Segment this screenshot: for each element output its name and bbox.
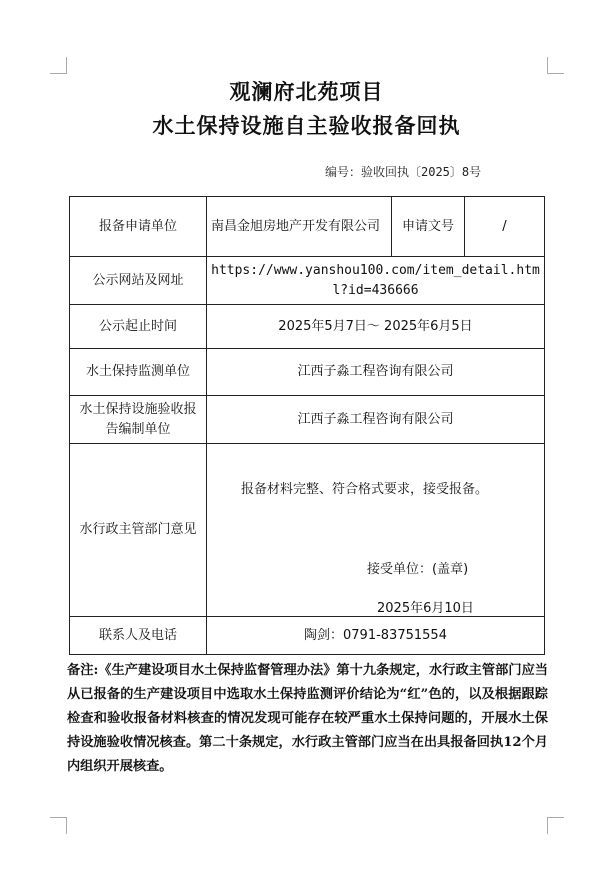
crop-mark-top-left xyxy=(50,57,67,74)
table-row xyxy=(70,349,545,396)
contact-label: 联系人及电话 xyxy=(70,617,207,655)
report-compiler-label: 水土保持设施验收报告编制单位 xyxy=(70,396,207,444)
period-label: 公示起止时间 xyxy=(70,305,207,349)
table-row xyxy=(70,197,545,257)
opinion-label: 水行政主管部门意见 xyxy=(70,444,207,617)
table-row xyxy=(70,257,545,305)
request-number-label: 申请文号 xyxy=(392,197,465,257)
opinion-date: 2025年6月10日 xyxy=(377,601,474,616)
website-url[interactable]: https://www.yanshou100.com/item_detail.html?id=436666 xyxy=(207,257,545,305)
remarks-note: 备注:《生产建设项目水土保持监督管理办法》第十九条规定，水行政主管部门应当从已报备的生产建设项目中选取水土保持监测评价结论为“红”色的，以及根据跟踪检查和验收报备材料核查的情况发现可能存在较严重水土保持问题的，开展水土保持设施验收情况核查。第二十条规定，水行政主管部门应当在出具报备回执12个月内组织开展核查。 xyxy=(67,663,548,774)
table-row xyxy=(70,617,545,655)
crop-mark-bottom-right xyxy=(547,817,564,834)
receiver-seal-text: 接受单位：(盖章) xyxy=(367,562,469,577)
applicant-label: 报备申请单位 xyxy=(70,197,207,257)
receipt-table xyxy=(69,196,545,655)
opinion-text: 报备材料完整、符合格式要求，接受报备。 xyxy=(241,482,489,497)
request-number-value: / xyxy=(465,197,545,257)
document-title-line2: 水土保持设施自主验收报备回执 xyxy=(152,113,461,138)
table-row xyxy=(70,396,545,444)
crop-mark-top-right xyxy=(547,57,564,74)
crop-mark-bottom-left xyxy=(50,817,67,834)
document-number: 编号：验收回执〔2025〕8号 xyxy=(325,165,482,179)
applicant-value: 南昌金旭房地产开发有限公司 xyxy=(207,197,392,257)
document-title-line1: 观澜府北苑项目 xyxy=(229,79,384,104)
website-label: 公示网站及网址 xyxy=(70,257,207,305)
monitor-label: 水土保持监测单位 xyxy=(70,349,207,396)
period-value: 2025年5月7日～ 2025年6月5日 xyxy=(207,305,545,349)
monitor-value: 江西子淼工程咨询有限公司 xyxy=(207,349,545,396)
table-row xyxy=(70,444,545,617)
contact-value: 陶剑：0791-83751554 xyxy=(207,617,545,655)
opinion-cell xyxy=(207,444,545,617)
table-row xyxy=(70,305,545,349)
report-compiler-value: 江西子淼工程咨询有限公司 xyxy=(207,396,545,444)
